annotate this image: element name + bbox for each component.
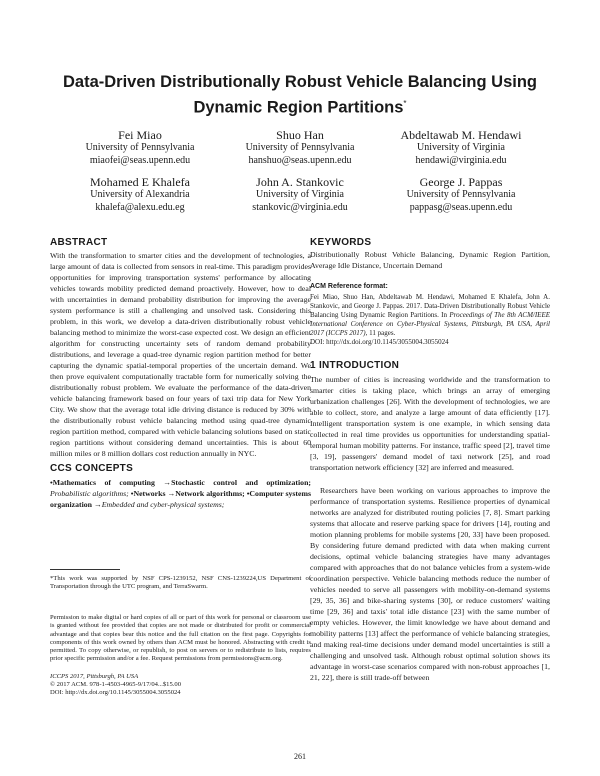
acm-reference-text	[310, 293, 550, 347]
ccs-embedded: Embedded and cyber-physical systems;	[101, 500, 225, 509]
page-number: 261	[294, 752, 306, 761]
author-affiliation: University of Virginia	[417, 142, 505, 153]
abstract-text: With the transformation to smarter cities and the development of technologies, a large amount of data is collected from sensors in real-time. This paradigm provides opportunities for improving transportation systems' performance by allocating vehicles towards mobility predicted demand proactively. However, how to deal with uncertainties in demand probability distribution for improving the average system performance is still a challenging and unsolved task. Considering this problem, in this work, we develop a data-driven distributionally robust vehicle balancing method to minimize the worst-case expected cost. We design an efficient algorithm for constructing uncertainty sets of random demand probability distributions, and leverage a quad-tree dynamic region partition method for better capturing the dynamic spatial-temporal properties of the uncertain demand. We then prove equivalent computationally tractable form for numerically solving the distributionally robust problem. We evaluate the performance of the data-driven vehicle balancing framework based on four years of taxi trip data for New York City. We show that the average total idle driving distance is reduced by 30% with the distributionally robust vehicle balancing method using quad-tree dynamic region partition method, compared with vehicle balancing solutions based on static region partitions without considering demand uncertainties. This is about 60 million miles or 8 million dollars cost reduction annually in NYC.	[50, 251, 311, 458]
author-block	[371, 175, 551, 214]
ccs-concepts	[50, 477, 311, 510]
acm-reference-pages: 11 pages.	[367, 329, 396, 337]
ccs-networks: •Networks →Network algorithms;	[128, 489, 245, 498]
author-block	[50, 175, 230, 214]
author-name: John A. Stankovic	[256, 175, 344, 189]
author-email: stankovic@virginia.edu	[252, 201, 348, 213]
paper-title	[40, 72, 560, 119]
ccs-systems: •Computer systems organization →	[50, 489, 312, 509]
acm-reference-heading: ACM Reference format:	[310, 283, 388, 290]
author-block	[210, 128, 390, 167]
author-affiliation: University of Pennsylvania	[406, 189, 516, 200]
keywords-heading: KEYWORDS	[310, 237, 372, 248]
author-block	[371, 128, 551, 167]
keywords-text: Distributionally Robust Vehicle Balancing, Dynamic Region Partition, Average Idle Distance, Uncertain Demand	[310, 250, 550, 270]
author-name: Abdeltawab M. Hendawi	[400, 128, 522, 142]
author-name: George J. Pappas	[419, 175, 503, 189]
acm-reference-proceedings: Proceedings of The 8th ACM/IEEE International Conference on Cyber-Physical Systems, Pittsburgh, PA USA, April 2017 (ICCPS 2017),	[310, 311, 551, 337]
introduction-heading: 1 INTRODUCTION	[310, 360, 400, 371]
ccs-prob: Probabilistic algorithms;	[50, 489, 129, 498]
author-affiliation: University of Alexandria	[90, 189, 190, 200]
title-footnote-mark: *	[403, 99, 407, 108]
author-email: miaofei@seas.upenn.edu	[89, 154, 191, 166]
permission-notice: Permission to make digital or hard copies of all or part of this work for personal or classroom use is granted without fee provided that copies are not made or distributed for profit or commercial advantage and that copies bear this notice and the full citation on the first page. Copyrights for components of this work owned by others than ACM must be honored. Abstracting with credit is permitted. To copy otherwise, or republish, to post on servers or to redistribute to lists, requires prior specific permission and/or a fee. Request permissions from permissions@acm.org.	[50, 614, 311, 663]
author-affiliation: University of Pennsylvania	[245, 142, 355, 153]
author-block	[210, 175, 390, 214]
author-name: Mohamed E Khalefa	[90, 175, 190, 189]
author-email: hendawi@virginia.edu	[415, 154, 507, 166]
title-line-2: Dynamic Region Partitions	[193, 98, 404, 117]
acm-reference-doi: DOI: http://dx.doi.org/10.1145/3055004.3055024	[310, 338, 449, 346]
author-name: Fei Miao	[118, 128, 162, 142]
author-name: Shuo Han	[276, 128, 324, 142]
author-affiliation: University of Virginia	[256, 189, 344, 200]
introduction-paragraph-1: The number of cities is increasing worldwide and the transformation to smarter cities is taking place, which brings an array of emerging urbanization challenges [26]. With the development of technologies, we are able to collect, store, and analyze a large amount of data efficiently [17]. Intelligent transportation system is one example, in which sensing data collected in real time provides us opportunities for understanding spatial-temporal human mobility patterns. For instance, traffic speed [2], travel time [3, 19], passengers' demand model of taxi network [25], and road transportation network efficiency [32] are inferred and measured.	[310, 375, 550, 472]
copyright-line: © 2017 ACM. 978-1-4503-4965-9/17/04...$15.00	[50, 681, 182, 688]
acm-reference-body: Fei Miao, Shuo Han, Abdeltawab M. Hendawi, Mohamed E Khalefa, John A. Stankovic, and George J. Pappas. 2017. Data-Driven Distributionally Robust Vehicle Balancing Using Dynamic Region Partitions. In	[310, 293, 550, 319]
abstract-heading: ABSTRACT	[50, 237, 108, 248]
author-email: pappasg@seas.upenn.edu	[409, 201, 513, 213]
introduction-paragraph-2: Researchers have been working on various approaches to improve the performance of transportation systems. Resilience properties of dynamical networks are analyzed for distributed routing policies [7, 8]. Smart parking systems that allocate and reserve parking space for drivers [14], routing and motion planning problems for mobile systems [20, 33] have been proposed. By considering future demand predicted with data when making current decisions, optimal vehicle balancing strategies have many advantages compared with approaches that do not balance vehicles from a system-wide coordination perspective. Vehicle balancing methods reduce the number of vehicles needed to serve all passengers with mobility-on-demand systems [29, 35, 36] and bike-sharing systems [30], or reduce customers' waiting time [29, 36] and taxis' total idle distance [23] with the same number of empty vehicles. However, the limit knowledge we have about demand and mobility patterns [13] affect the performance of vehicle balancing strategies, and making real-time decisions under demand model uncertainties is still a challenging and unsolved task. Although robust optimal solution shows its advantage in worst-case scenarios compared with non-robust approaches [1, 21, 22], there is still trade-off between	[310, 486, 550, 682]
author-email: hanshuo@seas.upenn.edu	[248, 154, 352, 166]
author-affiliation: University of Pennsylvania	[85, 142, 195, 153]
doi-line: DOI: http://dx.doi.org/10.1145/3055004.3055024	[50, 689, 181, 696]
ccs-math: •Mathematics of computing →Stochastic control and optimization;	[50, 478, 311, 487]
ccs-heading: CCS CONCEPTS	[50, 463, 134, 474]
footnote-rule	[50, 569, 120, 570]
venue-line: ICCPS 2017, Pittsburgh, PA USA	[50, 673, 139, 680]
author-email: khalefa@alexu.edu.eg	[95, 201, 185, 213]
author-block	[50, 128, 230, 167]
footnote: *This work was supported by NSF CPS-1239152, NSF CNS-1239224,US Department of Transportation through the UTC program, and TerraSwarm.	[50, 575, 311, 591]
title-line-1: Data-Driven Distributionally Robust Vehicle Balancing Using	[62, 73, 537, 91]
